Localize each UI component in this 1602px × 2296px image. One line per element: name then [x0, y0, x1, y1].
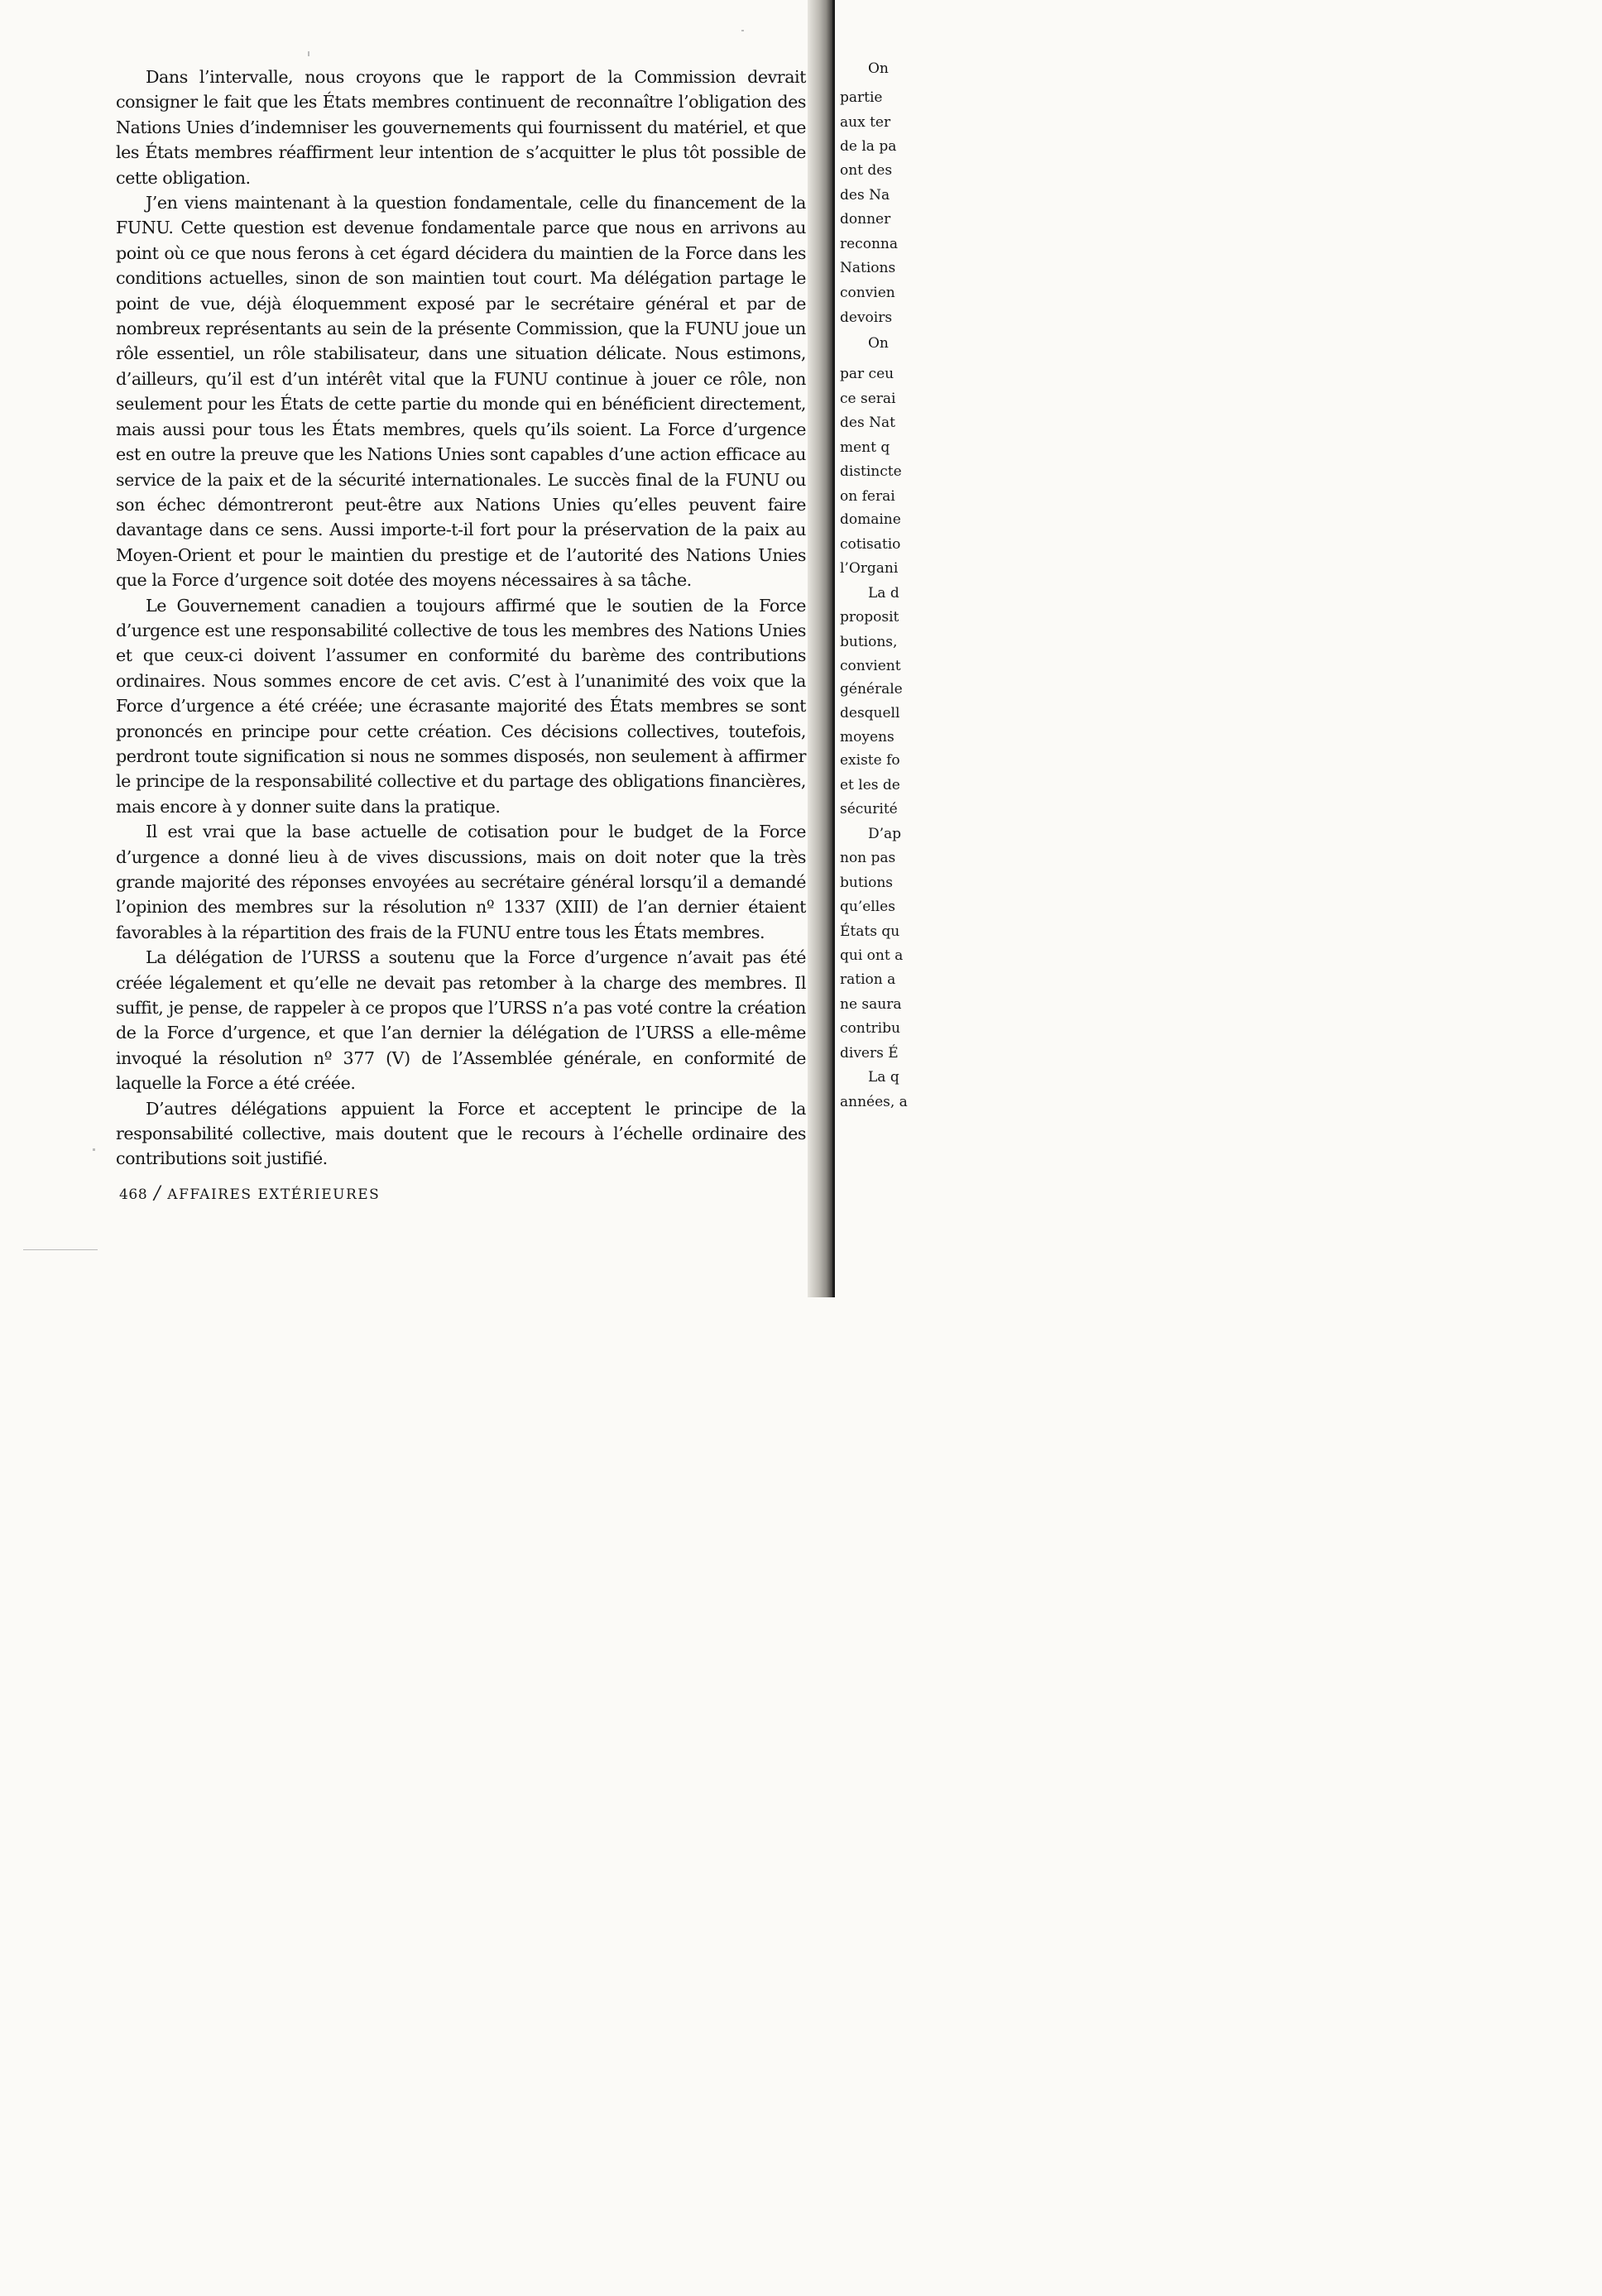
facing-page-line: desquell	[840, 705, 900, 721]
facing-page-line: moyens	[840, 729, 895, 745]
facing-page-line: l’Organi	[840, 560, 899, 577]
facing-page-line: On	[868, 335, 889, 352]
facing-page-line: domaine	[840, 511, 901, 528]
paragraph-indemnisation: Dans l’intervalle, nous croyons que le rapport de la Commission devrait consigner le fait que les États membres continuent de reconnaître l’obligation des Nations Unies d’indemniser les gouvernements qui fournissent du matériel, et que les États membres réaffirment leur intention de s’acquitter le plus tôt possible de cette obligation.	[116, 67, 806, 188]
scan-speck	[308, 51, 309, 56]
page-footer	[119, 1183, 380, 1204]
facing-page-line: ne saura	[840, 996, 902, 1013]
facing-page-line: on ferai	[840, 488, 895, 505]
facing-page-line: par ceu	[840, 366, 895, 382]
facing-page-line: et les de	[840, 777, 900, 793]
facing-page-line: des Nat	[840, 415, 895, 431]
facing-page-line: ont des	[840, 162, 893, 179]
facing-page-line: convien	[840, 285, 895, 301]
paragraph-autres-delegations: D’autres délégations appuient la Force et acceptent le principe de la responsabilité collective, mais doutent que le recours à l’échelle ordinaire des contributions soit justifié.	[116, 1098, 806, 1169]
facing-page-line: devoirs	[840, 309, 893, 326]
footer-separator: /	[154, 1183, 161, 1204]
scan-speck	[93, 1148, 95, 1151]
facing-page-line: de la pa	[840, 138, 897, 155]
facing-page-line: Nations	[840, 260, 896, 276]
facing-page-line: qu’elles	[840, 899, 895, 915]
facing-page-line: convient	[840, 658, 901, 674]
paragraph-gouvernement-canadien: Le Gouvernement canadien a toujours affirmé que le soutien de la Force d’urgence est une responsabilité collective de tous les membres des Nations Unies et que ceux-ci doivent l’assumer en conformité du barème des contributions ordinaires. Nous sommes encore de cet avis. C’est à l’unanimité des voix que la Force d’urgence a été créée; une écrasante majorité des États membres se sont prononcés en principe pour cette création. Ces décisions collectives, toutefois, perdront toute signification si nous ne sommes disposés, non seulement à affirmer le principe de la responsabilité collective et du partage des obligations financières, mais encore à y donner suite dans la pratique.	[116, 595, 806, 817]
facing-page-line: ment q	[840, 439, 890, 456]
facing-page-line: butions	[840, 875, 894, 891]
facing-page-line: aux ter	[840, 114, 891, 131]
facing-page-line: États qu	[840, 923, 900, 940]
footer-section-title: AFFAIRES EXTÉRIEURES	[167, 1186, 381, 1203]
scan-speck	[23, 1249, 98, 1250]
paragraph-financement-funu: J’en viens maintenant à la question fondamentale, celle du financement de la FUNU. Cette question est devenue fondamentale parce que nous en arrivons au point où ce que nous ferons à cet égard décidera du maintien de la Force dans les conditions actuelles, sinon de son maintien tout court. Ma délégation partage le point de vue, déjà éloquemment exposé par le secrétaire général et par de nombreux représentants au sein de la présente Commission, que la FUNU joue un rôle essentiel, un rôle stabilisateur, dans une situation délicate. Nous estimons, d’ailleurs, qu’il est d’un intérêt vital que la FUNU continue à jouer ce rôle, non seulement pour les États de cette partie du monde qui en bénéficient directement, mais aussi pour tous les États membres, quels qu’ils soient. La Force d’urgence est en outre la preuve que les Nations Unies sont capables d’une action efficace au service de la paix et de la sécurité internationales. Le succès final de la FUNU ou son échec démontreront peut-être aux Nations Unies qu’elles peuvent faire davantage dans ce sens. Aussi importe-t-il fort pour la préservation de la paix au Moyen-Orient et pour le maintien du prestige et de l’autorité des Nations Unies que la Force d’urgence soit dotée des moyens nécessaires à sa tâche.	[116, 193, 806, 591]
facing-page-line: distincte	[840, 463, 902, 480]
book-gutter-shadow	[808, 0, 832, 1297]
facing-page-line: sécurité	[840, 801, 898, 817]
facing-page-line: La d	[868, 585, 899, 602]
facing-page-line: proposit	[840, 609, 899, 626]
page-number: 468	[119, 1186, 148, 1203]
scan-speck	[741, 30, 744, 31]
facing-page-line: D’ap	[868, 826, 902, 842]
paragraph-base-cotisation: Il est vrai que la base actuelle de cotisation pour le budget de la Force d’urgence a donné lieu à de vives discussions, mais on doit noter que la très grande majorité des réponses envoyées au secrétaire général lorsqu’il a demandé l’opinion des membres sur la résolution nº 1337 (XIII) de l’an dernier étaient favorables à la répartition des frais de la FUNU entre tous les États membres.	[116, 822, 806, 942]
facing-page-line: cotisatio	[840, 536, 901, 553]
facing-page-line: ce serai	[840, 391, 896, 407]
facing-page-column	[832, 0, 908, 1297]
facing-page-line: reconna	[840, 236, 898, 252]
facing-page-line: La q	[868, 1069, 899, 1086]
facing-page-line: non pas	[840, 850, 896, 866]
facing-page-line: butions,	[840, 634, 898, 650]
facing-page-line: existe fo	[840, 752, 900, 769]
facing-page-line: générale	[840, 681, 903, 697]
facing-page-line: donner	[840, 211, 891, 228]
facing-page-line: partie	[840, 89, 883, 106]
facing-page-line: ration a	[840, 971, 896, 988]
main-text-column	[116, 65, 806, 1172]
facing-page-line: des Na	[840, 187, 890, 204]
facing-page-line: divers É	[840, 1045, 899, 1062]
facing-page-line: qui ont a	[840, 947, 904, 964]
facing-page-line: On	[868, 60, 889, 77]
paragraph-delegation-urss: La délégation de l’URSS a soutenu que la Force d’urgence n’avait pas été créée légalement et qu’elle ne devait pas retomber à la charge des membres. Il suffit, je pense, de rappeler à ce propos que l’URSS n’a pas voté contre la création de la Force d’urgence, et que l’an dernier la délégation de l’URSS a elle-même invoqué la résolution nº 377 (V) de l’Assemblée générale, en conformité de laquelle la Force a été créée.	[116, 947, 806, 1094]
facing-page-line: contribu	[840, 1020, 900, 1037]
facing-page-line: années, a	[840, 1094, 908, 1110]
